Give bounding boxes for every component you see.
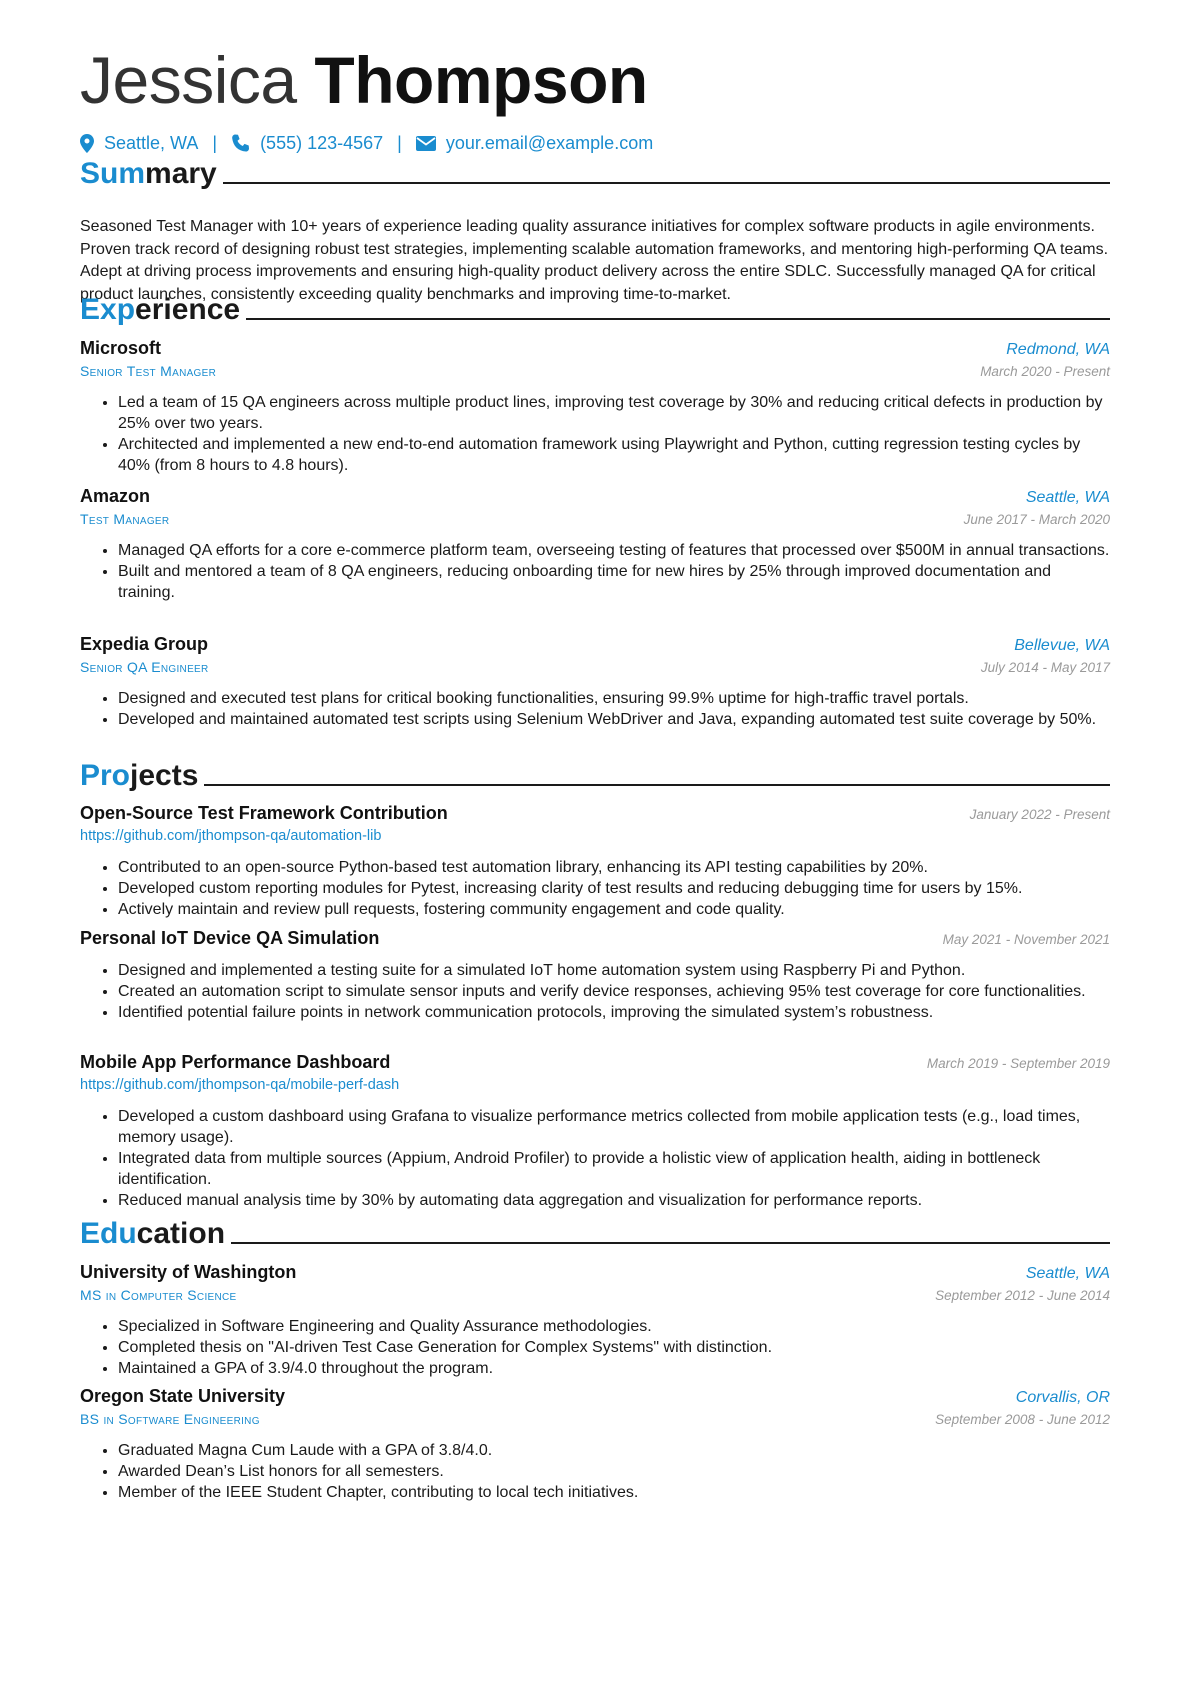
- project-name: Mobile App Performance Dashboard: [80, 1052, 391, 1072]
- education-entry: [80, 1384, 1110, 1503]
- heading-accent: Exp: [80, 293, 136, 326]
- school-name: University of Washington: [80, 1262, 297, 1282]
- separator: |: [212, 133, 218, 153]
- bullet-list: [80, 1316, 1110, 1379]
- job-title: Senior Test Manager: [80, 363, 217, 379]
- bullet-item: • Developed a custom dashboard using Grafana to visualize performance metrics collected from mobile application tests (e.g., load times, memory usage).: [118, 1106, 1110, 1148]
- section-rule: [246, 318, 1110, 320]
- project-entry: [80, 1050, 1110, 1211]
- degree: BS in Software Engineering: [80, 1411, 260, 1427]
- bullet-item: • Specialized in Software Engineering and Quality Assurance methodologies.: [118, 1316, 1110, 1337]
- section-rule: [204, 784, 1110, 786]
- heading-rest: mary: [145, 157, 217, 190]
- education-entry: [80, 1260, 1110, 1379]
- contact-bar: [80, 133, 653, 154]
- bullet-item: • Integrated data from multiple sources (Appium, Android Profiler) to provide a holistic view of application health, aiding in bottleneck identification.: [118, 1148, 1110, 1190]
- company-name: Microsoft: [80, 338, 161, 358]
- first-name: Jessica: [80, 43, 297, 117]
- bullet-item: • Completed thesis on "AI-driven Test Case Generation for Complex Systems" with distinction.: [118, 1337, 1110, 1358]
- bullet-item: • Awarded Dean’s List honors for all semesters.: [118, 1461, 1110, 1482]
- school-location: Seattle, WA: [1025, 1265, 1110, 1282]
- bullet-item: • Maintained a GPA of 3.9/4.0 throughout the program.: [118, 1358, 1110, 1379]
- bullet-item: • Identified potential failure points in network communication protocols, improving the simulated system’s robustness.: [118, 1002, 1110, 1023]
- bullet-item: • Developed and maintained automated test scripts using Selenium WebDriver and Java, expanding automated test suite coverage by 50%.: [118, 709, 1110, 730]
- heading-rest: erience: [135, 293, 241, 326]
- bullet-item: • Developed custom reporting modules for Pytest, increasing clarity of test results and reducing debugging time for users by 15%.: [118, 878, 1110, 899]
- envelope-icon: [416, 136, 436, 151]
- phone-icon: [231, 134, 250, 153]
- section-heading-experience: [80, 292, 1110, 328]
- job-dates: March 2020 - Present: [980, 364, 1110, 379]
- job-title: Senior QA Engineer: [80, 659, 209, 675]
- company-name: Expedia Group: [80, 634, 209, 654]
- section-rule: [231, 1242, 1110, 1244]
- bullet-item: • Architected and implemented a new end-to-end automation framework using Playwright and Python, cutting regression testing cycles by 40% (from 8 hours to 4.8 hours).: [118, 434, 1110, 476]
- bullet-list: [80, 540, 1110, 603]
- heading-rest: jects: [130, 759, 199, 792]
- project-entry: [80, 801, 1110, 920]
- bullet-list: [80, 960, 1110, 1023]
- bullet-item: • Contributed to an open-source Python-based test automation library, enhancing its API testing capabilities by 20%.: [118, 857, 1110, 878]
- job-dates: June 2017 - March 2020: [963, 512, 1110, 527]
- project-name: Personal IoT Device QA Simulation: [80, 928, 380, 948]
- bullet-list: [80, 688, 1110, 730]
- map-pin-icon: [80, 134, 94, 153]
- phone-link[interactable]: (555) 123-4567: [260, 133, 384, 153]
- candidate-name: [80, 40, 648, 120]
- bullet-list: [80, 392, 1110, 476]
- summary-text: Seasoned Test Manager with 10+ years of experience leading quality assurance initiatives for complex software products in agile environments. Proven track record of designing robust test strategies, implementing scalable automation frameworks, and mentoring high-performing QA teams. Adept at driving process improvements and ensuring high-quality product delivery across the entire SDLC. Successfully managed QA for critical product launches, consistently exceeding quality benchmarks and improving time-to-market.: [80, 218, 1109, 303]
- education-dates: September 2008 - June 2012: [935, 1412, 1110, 1427]
- bullet-list: [80, 1106, 1110, 1211]
- bullet-list: [80, 857, 1110, 920]
- heading-accent: Pro: [80, 759, 131, 792]
- company-name: Amazon: [80, 486, 151, 506]
- job-dates: July 2014 - May 2017: [980, 660, 1110, 675]
- bullet-item: • Graduated Magna Cum Laude with a GPA of 3.8/4.0.: [118, 1440, 1110, 1461]
- job-location: Seattle, WA: [1025, 489, 1110, 506]
- school-name: Oregon State University: [80, 1386, 286, 1406]
- bullet-item: • Member of the IEEE Student Chapter, contributing to local tech initiatives.: [118, 1482, 1110, 1503]
- school-location: Corvallis, OR: [1015, 1389, 1110, 1406]
- bullet-item: • Designed and implemented a testing suite for a simulated IoT home automation system using Raspberry Pi and Python.: [118, 960, 1110, 981]
- bullet-list: [80, 1440, 1110, 1503]
- heading-accent: Sum: [80, 157, 146, 190]
- education-dates: September 2012 - June 2014: [935, 1288, 1110, 1303]
- degree: MS in Computer Science: [80, 1287, 237, 1303]
- section-heading-projects: [80, 758, 1110, 794]
- project-link[interactable]: https://github.com/jthompson-qa/automation-lib: [80, 828, 382, 844]
- location-text: Seattle, WA: [104, 133, 199, 153]
- heading-rest: cation: [136, 1217, 226, 1250]
- section-heading-education: [80, 1216, 1110, 1252]
- experience-entry: [80, 484, 1110, 603]
- bullet-item: • Designed and executed test plans for critical booking functionalities, ensuring 99.9% uptime for high-traffic travel portals.: [118, 688, 1110, 709]
- project-dates: January 2022 - Present: [969, 807, 1110, 822]
- project-dates: March 2019 - September 2019: [926, 1056, 1110, 1071]
- bullet-item: • Built and mentored a team of 8 QA engineers, reducing onboarding time for new hires by 25% through improved documentation and training.: [118, 561, 1110, 603]
- last-name: Thompson: [314, 43, 648, 117]
- job-location: Bellevue, WA: [1014, 637, 1110, 654]
- section-heading-summary: [80, 156, 1110, 192]
- email-link[interactable]: your.email@example.com: [445, 133, 654, 153]
- project-dates: May 2021 - November 2021: [942, 932, 1110, 947]
- project-entry: [80, 926, 1110, 1023]
- bullet-item: • Reduced manual analysis time by 30% by automating data aggregation and visualization for performance reports.: [118, 1190, 1110, 1211]
- job-location: Redmond, WA: [1006, 341, 1110, 358]
- bullet-item: • Actively maintain and review pull requests, fostering community engagement and code quality.: [118, 899, 1110, 920]
- bullet-item: • Created an automation script to simulate sensor inputs and verify device responses, achieving 95% test coverage for core functionalities.: [118, 981, 1110, 1002]
- experience-entry: [80, 632, 1110, 730]
- bullet-item: • Managed QA efforts for a core e-commerce platform team, overseeing testing of features that processed over $500M in annual transactions.: [118, 540, 1110, 561]
- bullet-item: • Led a team of 15 QA engineers across multiple product lines, improving test coverage by 30% and reducing critical defects in production by 25% over two years.: [118, 392, 1110, 434]
- project-name: Open-Source Test Framework Contribution: [80, 803, 448, 823]
- section-rule: [223, 182, 1110, 184]
- separator: |: [397, 133, 402, 153]
- project-link[interactable]: https://github.com/jthompson-qa/mobile-perf-dash: [80, 1077, 400, 1093]
- heading-accent: Edu: [80, 1217, 137, 1250]
- experience-entry: [80, 336, 1110, 476]
- job-title: Test Manager: [80, 511, 170, 527]
